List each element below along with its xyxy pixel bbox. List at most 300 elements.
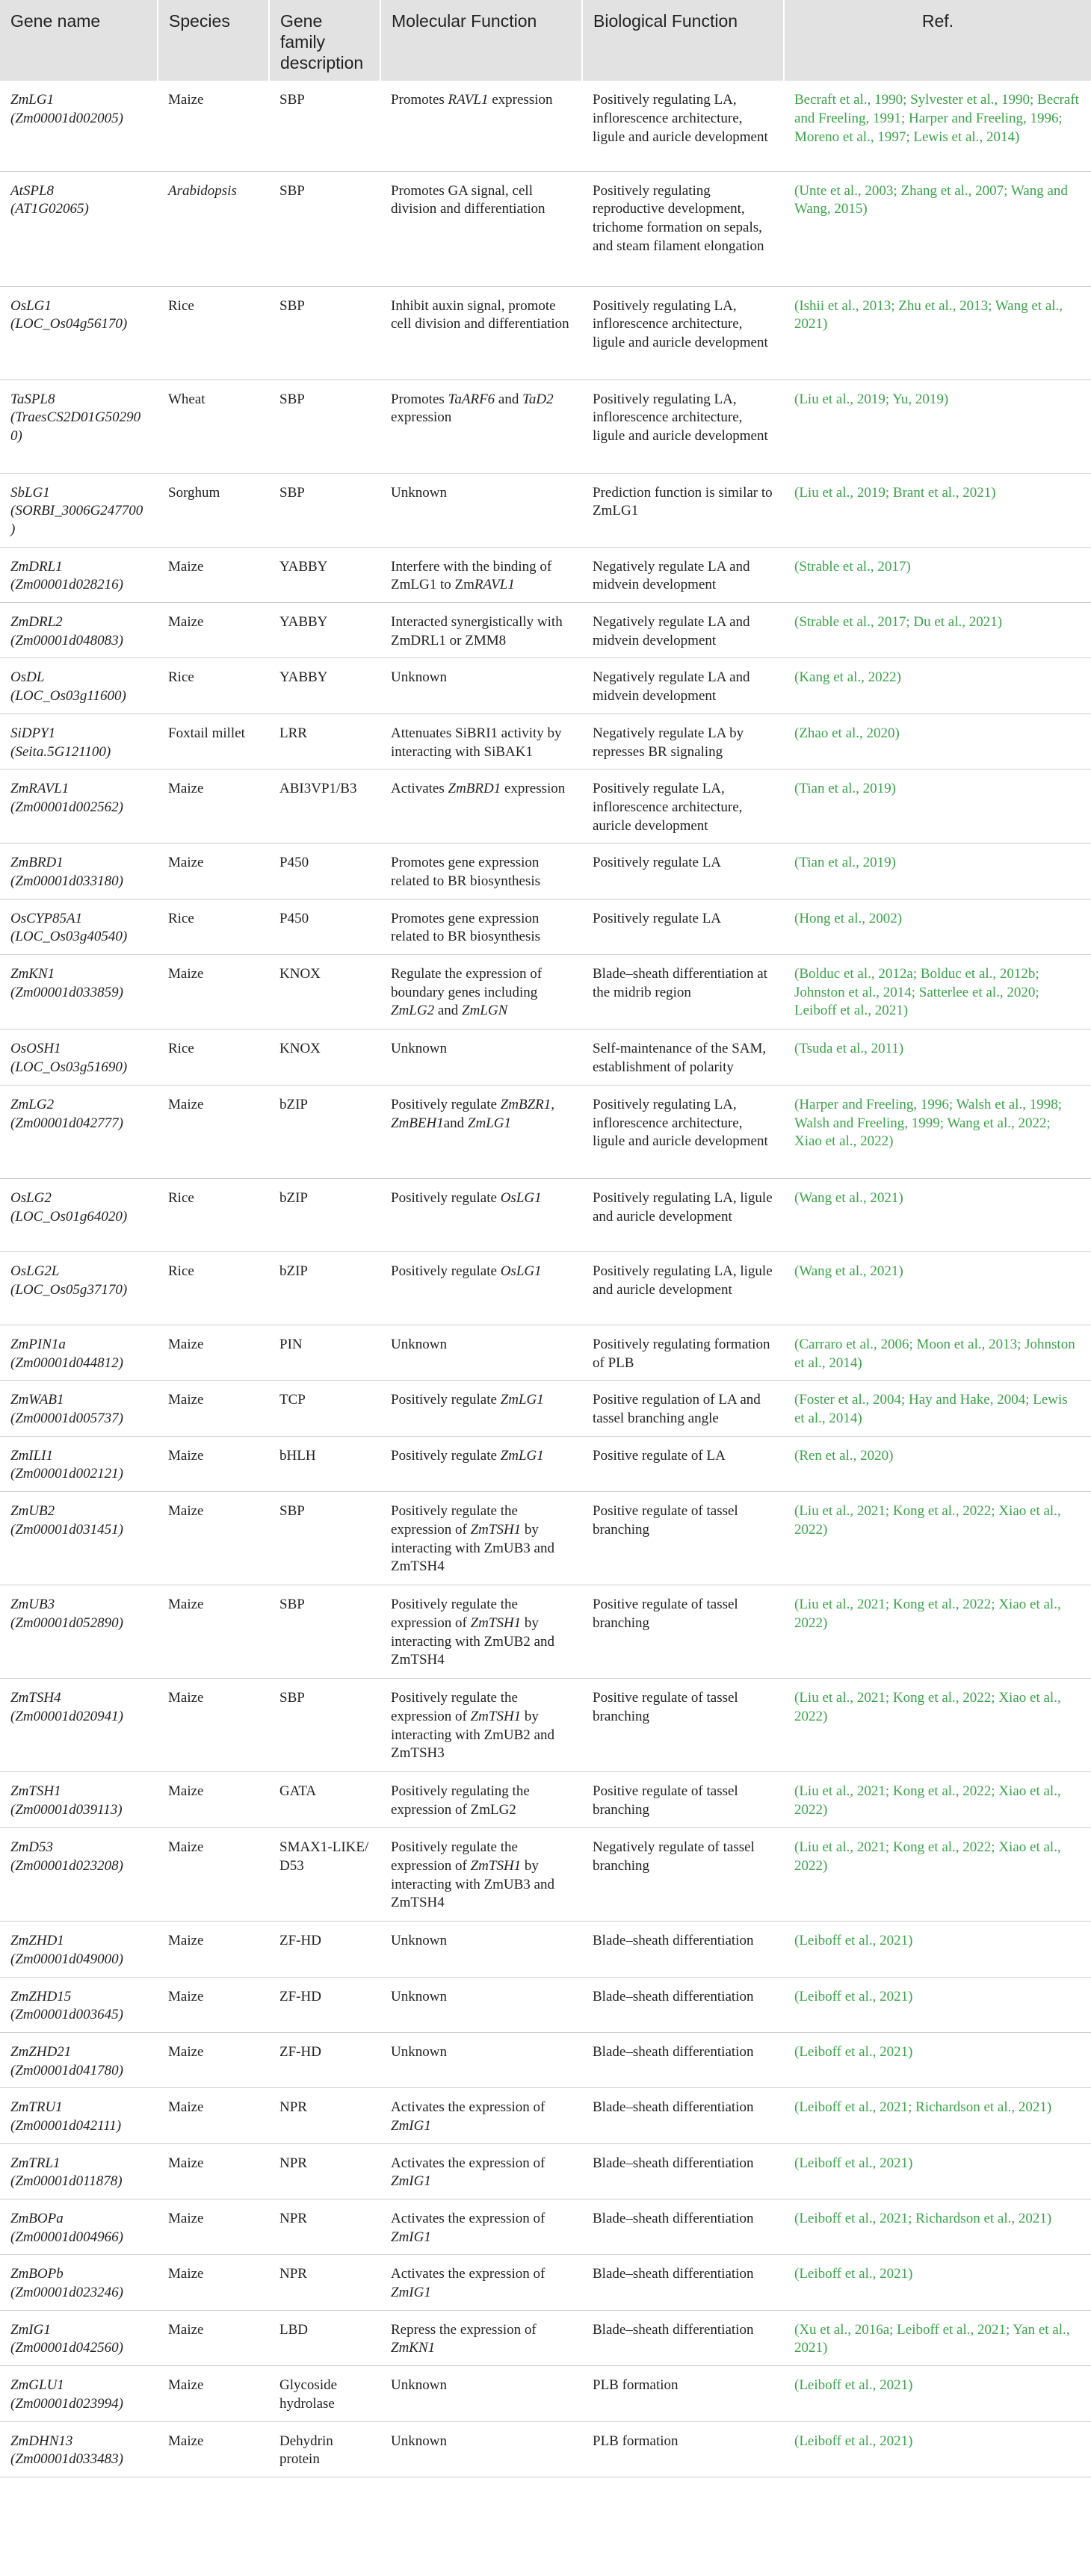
gene-symbol: ZmRAVL1 bbox=[10, 781, 69, 797]
cell-biological-function: Positively regulating LA, inflorescence architecture, ligule and auricle development bbox=[582, 286, 784, 380]
cell-reference-links[interactable]: (Tian et al., 2019) bbox=[784, 770, 1091, 843]
mf-text: ZmLG1 bbox=[467, 1115, 511, 1131]
cell-species: Rice bbox=[158, 1179, 269, 1252]
table-row bbox=[0, 1679, 1091, 1772]
cell-reference-links[interactable]: (Leiboff et al., 2021) bbox=[784, 1922, 1091, 1977]
cell-reference-links[interactable]: (Harper and Freeling, 1996; Walsh et al., 1998; Walsh and Freeling, 1999; Wang et al., 2022; Xiao et al., 2022) bbox=[784, 1086, 1091, 1179]
cell-reference-links[interactable]: (Leiboff et al., 2021) bbox=[784, 2143, 1091, 2199]
gene-id: (Zm00001d033483) bbox=[10, 2451, 123, 2468]
cell-biological-function: Negatively regulate of tassel branching bbox=[582, 1828, 784, 1922]
mf-text: Activates the expression of bbox=[391, 2266, 546, 2282]
gene-id: (AT1G02065) bbox=[10, 201, 89, 217]
cell-gene-name bbox=[0, 843, 158, 899]
table-row bbox=[0, 171, 1091, 286]
cell-molecular-function bbox=[380, 171, 582, 286]
cell-species: Maize bbox=[158, 2255, 269, 2310]
mf-text: Promotes gene expression related to BR biosynthesis bbox=[391, 855, 541, 889]
mf-text: RAVL1 bbox=[448, 92, 489, 108]
table-row bbox=[0, 2255, 1091, 2310]
cell-species: Maize bbox=[158, 1086, 269, 1179]
mf-text: Promotes gene expression related to BR biosynthesis bbox=[391, 910, 541, 945]
cell-molecular-function bbox=[380, 547, 582, 602]
cell-gene-name bbox=[0, 286, 158, 380]
cell-species: Maize bbox=[158, 2143, 269, 2199]
table-row bbox=[0, 1179, 1091, 1252]
cell-reference-links[interactable]: (Leiboff et al., 2021; Richardson et al., 2021) bbox=[784, 2088, 1091, 2143]
mf-text: Repress the expression of bbox=[391, 2321, 537, 2338]
mf-text: Activates the expression of bbox=[391, 2099, 546, 2116]
table-row bbox=[0, 1977, 1091, 2032]
gene-symbol: ZmTRL1 bbox=[10, 2155, 61, 2171]
table-row bbox=[0, 1381, 1091, 1436]
cell-gene-family: ABI3VP1/B3 bbox=[269, 770, 380, 843]
table-row bbox=[0, 547, 1091, 602]
gene-id: (Zm00001d039113) bbox=[10, 1801, 123, 1818]
table-row bbox=[0, 713, 1091, 769]
cell-molecular-function bbox=[380, 2032, 582, 2087]
cell-reference-links[interactable]: (Leiboff et al., 2021) bbox=[784, 2255, 1091, 2310]
cell-biological-function: Negatively regulate LA and midvein development bbox=[582, 603, 784, 658]
gene-symbol: ZmKN1 bbox=[10, 966, 55, 982]
cell-biological-function: Positively regulating LA, ligule and auricle development bbox=[582, 1252, 784, 1325]
gene-id: (Zm00001d049000) bbox=[10, 1951, 123, 1967]
cell-gene-name bbox=[0, 2310, 158, 2365]
cell-gene-name bbox=[0, 713, 158, 769]
gene-symbol: ZmUB3 bbox=[10, 1597, 55, 1613]
cell-biological-function: Negatively regulate LA and midvein development bbox=[582, 658, 784, 713]
cell-molecular-function bbox=[380, 1325, 582, 1381]
cell-gene-family: GATA bbox=[269, 1772, 380, 1828]
mf-text: TaD2 bbox=[522, 391, 554, 407]
cell-species: Maize bbox=[158, 1381, 269, 1436]
cell-biological-function: Blade–sheath differentiation bbox=[582, 2143, 784, 2199]
cell-biological-function: Blade–sheath differentiation at the midrib region bbox=[582, 955, 784, 1030]
cell-biological-function: Negatively regulate LA by represses BR signaling bbox=[582, 713, 784, 769]
cell-species: Maize bbox=[158, 2032, 269, 2087]
mf-text: Positively regulate the expression of bbox=[391, 1503, 518, 1538]
cell-gene-family: SBP bbox=[269, 473, 380, 547]
mf-text: Promotes GA signal, cell division and differentiation bbox=[391, 182, 546, 217]
gene-symbol: ZmLG2 bbox=[10, 1097, 55, 1113]
cell-biological-function: Positive regulate of tassel branching bbox=[582, 1492, 784, 1585]
header-gene-family: Gene family description bbox=[269, 0, 380, 81]
gene-symbol: ZmTRU1 bbox=[10, 2099, 63, 2116]
cell-biological-function: Positively regulate LA, inflorescence architecture, auricle development bbox=[582, 770, 784, 843]
cell-gene-name bbox=[0, 1922, 158, 1977]
table-row bbox=[0, 1086, 1091, 1179]
mf-text: Unknown bbox=[391, 2433, 447, 2449]
cell-molecular-function bbox=[380, 1679, 582, 1772]
table-row bbox=[0, 2421, 1091, 2477]
cell-gene-name bbox=[0, 2421, 158, 2477]
gene-symbol: ZmZHD21 bbox=[10, 2043, 72, 2060]
table-row bbox=[0, 843, 1091, 899]
cell-species: Maize bbox=[158, 1679, 269, 1772]
cell-reference-links[interactable]: (Zhao et al., 2020) bbox=[784, 713, 1091, 769]
cell-gene-family: SBP bbox=[269, 380, 380, 473]
cell-reference-links[interactable]: (Liu et al., 2019; Brant et al., 2021) bbox=[784, 473, 1091, 547]
table-row bbox=[0, 2032, 1091, 2087]
cell-biological-function: Positively regulating LA, inflorescence architecture, ligule and auricle development bbox=[582, 1086, 784, 1179]
mf-text: by interacting with ZmUB3 and ZmTSH4 bbox=[391, 1521, 554, 1575]
gene-symbol: OsLG1 bbox=[10, 297, 52, 314]
cell-gene-name bbox=[0, 1252, 158, 1325]
cell-biological-function: Positive regulate of LA bbox=[582, 1436, 784, 1491]
gene-id: (Zm00001d011878) bbox=[10, 2173, 123, 2190]
table-row bbox=[0, 2088, 1091, 2143]
gene-id: (Zm00001d042777) bbox=[10, 1115, 123, 1131]
cell-biological-function: Positive regulation of LA and tassel branching angle bbox=[582, 1381, 784, 1436]
cell-biological-function: Positively regulate LA bbox=[582, 843, 784, 899]
cell-molecular-function bbox=[380, 380, 582, 473]
gene-id: (LOC_Os03g51690) bbox=[10, 1059, 128, 1075]
cell-molecular-function bbox=[380, 603, 582, 658]
gene-symbol: ZmTSH4 bbox=[10, 1690, 61, 1706]
cell-reference-links[interactable]: (Liu et al., 2021; Kong et al., 2022; Xiao et al., 2022) bbox=[784, 1828, 1091, 1922]
cell-reference-links[interactable]: (Carraro et al., 2006; Moon et al., 2013; Johnston et al., 2014) bbox=[784, 1325, 1091, 1381]
cell-species: Sorghum bbox=[158, 473, 269, 547]
cell-biological-function: PLB formation bbox=[582, 2421, 784, 2477]
cell-species: Maize bbox=[158, 1492, 269, 1585]
mf-text: Inhibit auxin signal, promote cell division and differentiation bbox=[391, 297, 569, 332]
cell-gene-family: bHLH bbox=[269, 1436, 380, 1491]
cell-gene-family: SBP bbox=[269, 171, 380, 286]
table-row bbox=[0, 1030, 1091, 1086]
cell-gene-name bbox=[0, 1772, 158, 1828]
table-row bbox=[0, 1325, 1091, 1381]
cell-gene-family: bZIP bbox=[269, 1252, 380, 1325]
cell-reference-links[interactable]: (Leiboff et al., 2021) bbox=[784, 2421, 1091, 2477]
cell-biological-function: Positive regulate of tassel branching bbox=[582, 1585, 784, 1679]
cell-gene-family: NPR bbox=[269, 2143, 380, 2199]
cell-species: Maize bbox=[158, 1585, 269, 1679]
cell-molecular-function bbox=[380, 1381, 582, 1436]
cell-gene-name bbox=[0, 1086, 158, 1179]
gene-id: (Zm00001d003645) bbox=[10, 2007, 123, 2023]
gene-id: (Zm00001d033859) bbox=[10, 984, 123, 1000]
mf-text: Promotes bbox=[391, 391, 448, 407]
cell-molecular-function bbox=[380, 955, 582, 1030]
cell-species: Maize bbox=[158, 81, 269, 171]
cell-reference-links[interactable]: (Leiboff et al., 2021) bbox=[784, 2032, 1091, 2087]
mf-text: Unknown bbox=[391, 2377, 447, 2394]
cell-molecular-function bbox=[380, 1179, 582, 1252]
cell-species: Maize bbox=[158, 770, 269, 843]
cell-species: Maize bbox=[158, 955, 269, 1030]
gene-id: (Seita.5G121100) bbox=[10, 743, 111, 760]
cell-species: Maize bbox=[158, 2088, 269, 2143]
cell-gene-family: YABBY bbox=[269, 658, 380, 713]
gene-symbol: ZmD53 bbox=[10, 1839, 54, 1856]
cell-biological-function: Self-maintenance of the SAM, establishment of polarity bbox=[582, 1030, 784, 1086]
mf-text: Positively regulating the expression of ZmLG2 bbox=[391, 1783, 530, 1818]
cell-gene-name bbox=[0, 1828, 158, 1922]
mf-text: ZmLG1 bbox=[500, 1447, 544, 1464]
cell-gene-family: YABBY bbox=[269, 603, 380, 658]
cell-reference-links[interactable]: (Foster et al., 2004; Hay and Hake, 2004; Lewis et al., 2014) bbox=[784, 1381, 1091, 1436]
cell-molecular-function bbox=[380, 2255, 582, 2310]
gene-symbol: ZmDHN13 bbox=[10, 2433, 73, 2449]
mf-text: OsLG1 bbox=[500, 1263, 542, 1280]
mf-text: Unknown bbox=[391, 1988, 447, 2004]
mf-text: ZmIG1 bbox=[391, 2173, 431, 2190]
mf-text: expression bbox=[488, 92, 553, 108]
cell-gene-name bbox=[0, 2032, 158, 2087]
gene-symbol: ZmGLU1 bbox=[10, 2377, 64, 2394]
cell-gene-name bbox=[0, 380, 158, 473]
cell-gene-name bbox=[0, 171, 158, 286]
cell-gene-family: KNOX bbox=[269, 955, 380, 1030]
gene-id: (TraesCS2D01G502900) bbox=[10, 409, 141, 445]
cell-reference-links[interactable]: (Xu et al., 2016a; Leiboff et al., 2021; Yan et al., 2021) bbox=[784, 2310, 1091, 2365]
cell-reference-links[interactable]: (Liu et al., 2021; Kong et al., 2022; Xiao et al., 2022) bbox=[784, 1492, 1091, 1585]
cell-gene-family: Glycoside hydrolase bbox=[269, 2366, 380, 2421]
cell-biological-function: Blade–sheath differentiation bbox=[582, 2310, 784, 2365]
table-body bbox=[0, 81, 1091, 2477]
gene-symbol: SiDPY1 bbox=[10, 725, 56, 741]
cell-biological-function: Positive regulate of tassel branching bbox=[582, 1772, 784, 1828]
gene-symbol: OsCYP85A1 bbox=[10, 910, 83, 926]
cell-reference-links[interactable]: (Liu et al., 2019; Yu, 2019) bbox=[784, 380, 1091, 473]
gene-id: (Zm00001d002005) bbox=[10, 110, 123, 126]
cell-reference-links[interactable]: (Strable et al., 2017) bbox=[784, 547, 1091, 602]
cell-molecular-function bbox=[380, 81, 582, 171]
table-row bbox=[0, 2143, 1091, 2199]
cell-gene-name bbox=[0, 1436, 158, 1491]
cell-biological-function: Negatively regulate LA and midvein development bbox=[582, 547, 784, 602]
cell-gene-name bbox=[0, 1977, 158, 2032]
gene-id: (Zm00001d023208) bbox=[10, 1857, 123, 1874]
table-row bbox=[0, 81, 1091, 171]
mf-text: Activates the expression of bbox=[391, 2155, 546, 2171]
table-row bbox=[0, 2310, 1091, 2365]
mf-text: ZmLGN bbox=[462, 1003, 508, 1019]
gene-id: (Zm00001d023246) bbox=[10, 2285, 123, 2301]
cell-reference-links[interactable]: Becraft et al., 1990; Sylvester et al., 1990; Becraft and Freeling, 1991; Harper and Freeling, 1996; Moreno et al., 1997; Lewis et al., 2014) bbox=[784, 81, 1091, 171]
gene-id: (LOC_Os03g40540) bbox=[10, 929, 128, 945]
header-row bbox=[0, 0, 1091, 81]
gene-id: (Zm00001d033180) bbox=[10, 873, 123, 889]
cell-gene-family: P450 bbox=[269, 843, 380, 899]
gene-id: (Zm00001d042111) bbox=[10, 2117, 122, 2134]
cell-gene-name bbox=[0, 1381, 158, 1436]
cell-molecular-function bbox=[380, 1922, 582, 1977]
cell-gene-name bbox=[0, 2255, 158, 2310]
cell-biological-function: Positively regulating LA, inflorescence architecture, ligule and auricle development bbox=[582, 81, 784, 171]
table-row bbox=[0, 899, 1091, 954]
cell-gene-name bbox=[0, 658, 158, 713]
table-row bbox=[0, 1492, 1091, 1585]
gene-symbol: ZmBOPa bbox=[10, 2211, 64, 2227]
gene-id: (SORBI_3006G247700) bbox=[10, 503, 143, 538]
mf-text: and bbox=[495, 391, 523, 407]
cell-reference-links[interactable]: (Leiboff et al., 2021) bbox=[784, 1977, 1091, 2032]
cell-reference-links[interactable]: (Strable et al., 2017; Du et al., 2021) bbox=[784, 603, 1091, 658]
gene-id: (Zm00001d041780) bbox=[10, 2062, 123, 2078]
table-row bbox=[0, 955, 1091, 1030]
cell-gene-family: Dehydrin protein bbox=[269, 2421, 380, 2477]
mf-text: Positively regulate the expression of bbox=[391, 1839, 518, 1874]
gene-symbol: OsLG2 bbox=[10, 1190, 52, 1207]
cell-gene-family: SBP bbox=[269, 1585, 380, 1679]
cell-gene-name bbox=[0, 1585, 158, 1679]
mf-text: ZmTSH1 bbox=[470, 1708, 522, 1724]
cell-reference-links[interactable]: (Ishii et al., 2013; Zhu et al., 2013; Wang et al., 2021) bbox=[784, 286, 1091, 380]
cell-species: Foxtail millet bbox=[158, 713, 269, 769]
mf-text: TaARF6 bbox=[448, 391, 495, 407]
cell-species: Rice bbox=[158, 658, 269, 713]
mf-text: Activates the expression of bbox=[391, 2211, 546, 2227]
cell-species: Arabidopsis bbox=[158, 171, 269, 286]
cell-gene-name bbox=[0, 1325, 158, 1381]
header-species: Species bbox=[158, 0, 269, 81]
cell-reference-links[interactable]: (Tian et al., 2019) bbox=[784, 843, 1091, 899]
gene-id: (Zm00001d048083) bbox=[10, 632, 123, 648]
mf-text: Activates bbox=[391, 781, 448, 797]
gene-symbol: ZmTSH1 bbox=[10, 1783, 61, 1800]
cell-molecular-function bbox=[380, 2366, 582, 2421]
mf-text: Unknown bbox=[391, 1337, 447, 1353]
mf-text: by interacting with ZmUB3 and ZmTSH4 bbox=[391, 1857, 554, 1911]
cell-gene-name bbox=[0, 81, 158, 171]
cell-reference-links[interactable]: (Liu et al., 2021; Kong et al., 2022; Xiao et al., 2022) bbox=[784, 1585, 1091, 1679]
cell-biological-function: Positively regulating LA, inflorescence architecture, ligule and auricle development bbox=[582, 380, 784, 473]
cell-species: Maize bbox=[158, 547, 269, 602]
mf-text: Regulate the expression of boundary genes including bbox=[391, 966, 543, 1000]
mf-text: ZmBEH1 bbox=[391, 1115, 444, 1131]
mf-text: by interacting with ZmUB2 and ZmTSH3 bbox=[391, 1708, 554, 1762]
mf-text: ZmLG2 bbox=[391, 1003, 435, 1019]
cell-gene-name bbox=[0, 1030, 158, 1086]
cell-species: Maize bbox=[158, 2421, 269, 2477]
cell-gene-name bbox=[0, 955, 158, 1030]
cell-reference-links[interactable]: (Wang et al., 2021) bbox=[784, 1179, 1091, 1252]
gene-symbol: TaSPL8 bbox=[10, 391, 55, 407]
table-row bbox=[0, 1252, 1091, 1325]
cell-species: Maize bbox=[158, 603, 269, 658]
gene-symbol: ZmIG1 bbox=[10, 2321, 51, 2338]
cell-gene-family: YABBY bbox=[269, 547, 380, 602]
cell-species: Rice bbox=[158, 286, 269, 380]
cell-gene-name bbox=[0, 547, 158, 602]
mf-text: Unknown bbox=[391, 1933, 447, 1949]
table-header bbox=[0, 0, 1091, 81]
cell-species: Maize bbox=[158, 843, 269, 899]
mf-text: Positively regulate bbox=[391, 1190, 501, 1207]
gene-symbol: ZmZHD15 bbox=[10, 1988, 72, 2004]
cell-species: Maize bbox=[158, 2366, 269, 2421]
cell-gene-family: SBP bbox=[269, 1492, 380, 1585]
mf-text: RAVL1 bbox=[474, 577, 515, 593]
mf-text: Positively regulate bbox=[391, 1392, 501, 1408]
cell-biological-function: Blade–sheath differentiation bbox=[582, 1977, 784, 2032]
mf-text: Positively regulate the expression of bbox=[391, 1597, 518, 1631]
cell-reference-links[interactable]: (Wang et al., 2021) bbox=[784, 1252, 1091, 1325]
cell-reference-links[interactable]: (Ren et al., 2020) bbox=[784, 1436, 1091, 1491]
table-row bbox=[0, 286, 1091, 380]
cell-reference-links[interactable]: (Tsuda et al., 2011) bbox=[784, 1030, 1091, 1086]
mf-text: ZmBRD1 bbox=[448, 781, 501, 797]
table-row bbox=[0, 1772, 1091, 1828]
cell-biological-function: Positively regulate LA bbox=[582, 899, 784, 954]
cell-reference-links[interactable]: (Bolduc et al., 2012a; Bolduc et al., 2012b; Johnston et al., 2014; Satterlee et al., 2020; Leiboff et al., 2021) bbox=[784, 955, 1091, 1030]
cell-reference-links[interactable]: (Liu et al., 2021; Kong et al., 2022; Xiao et al., 2022) bbox=[784, 1679, 1091, 1772]
table-row bbox=[0, 603, 1091, 658]
cell-biological-function: PLB formation bbox=[582, 2366, 784, 2421]
gene-symbol: ZmBOPb bbox=[10, 2266, 64, 2282]
gene-symbol: ZmUB2 bbox=[10, 1503, 55, 1520]
mf-text: ZmLG1 bbox=[500, 1392, 544, 1408]
gene-symbol: ZmILI1 bbox=[10, 1447, 54, 1464]
gene-id: (Zm00001d052890) bbox=[10, 1614, 123, 1631]
cell-reference-links[interactable]: (Kang et al., 2022) bbox=[784, 658, 1091, 713]
cell-molecular-function bbox=[380, 2199, 582, 2255]
table-row bbox=[0, 380, 1091, 473]
mf-text: Unknown bbox=[391, 669, 447, 686]
mf-text: Unknown bbox=[391, 484, 447, 501]
cell-gene-family: SBP bbox=[269, 286, 380, 380]
cell-reference-links[interactable]: (Unte et al., 2003; Zhang et al., 2007; Wang and Wang, 2015) bbox=[784, 171, 1091, 286]
mf-text: Unknown bbox=[391, 1041, 447, 1057]
mf-text: expression bbox=[391, 409, 452, 426]
gene-symbol: ZmWAB1 bbox=[10, 1392, 64, 1408]
mf-text: Attenuates SiBRI1 activity by interacting with SiBAK1 bbox=[391, 725, 562, 760]
cell-species: Rice bbox=[158, 1252, 269, 1325]
cell-molecular-function bbox=[380, 843, 582, 899]
mf-text: ZmTSH1 bbox=[470, 1614, 522, 1631]
mf-text: and bbox=[434, 1003, 463, 1019]
cell-molecular-function bbox=[380, 473, 582, 547]
gene-id: (Zm00001d002562) bbox=[10, 799, 123, 815]
table-row bbox=[0, 770, 1091, 843]
mf-text: Positively regulate the expression of bbox=[391, 1690, 518, 1724]
cell-biological-function: Positively regulating LA, ligule and auricle development bbox=[582, 1179, 784, 1252]
cell-gene-family: bZIP bbox=[269, 1179, 380, 1252]
cell-molecular-function bbox=[380, 1772, 582, 1828]
cell-gene-name bbox=[0, 770, 158, 843]
cell-molecular-function bbox=[380, 1977, 582, 2032]
mf-text: Positively regulate bbox=[391, 1097, 501, 1113]
cell-gene-family: NPR bbox=[269, 2199, 380, 2255]
cell-reference-links[interactable]: (Liu et al., 2021; Kong et al., 2022; Xiao et al., 2022) bbox=[784, 1772, 1091, 1828]
cell-reference-links[interactable]: (Hong et al., 2002) bbox=[784, 899, 1091, 954]
mf-text: Promotes bbox=[391, 92, 448, 108]
gene-symbol: OsOSH1 bbox=[10, 1041, 61, 1057]
gene-id: (LOC_Os04g56170) bbox=[10, 316, 128, 332]
mf-text: ZmTSH1 bbox=[470, 1857, 522, 1874]
cell-species: Maize bbox=[158, 1436, 269, 1491]
cell-species: Maize bbox=[158, 2199, 269, 2255]
cell-gene-name bbox=[0, 2143, 158, 2199]
mf-text: ZmIG1 bbox=[391, 2285, 431, 2301]
cell-biological-function: Prediction function is similar to ZmLG1 bbox=[582, 473, 784, 547]
cell-reference-links[interactable]: (Leiboff et al., 2021) bbox=[784, 2366, 1091, 2421]
cell-gene-family: bZIP bbox=[269, 1086, 380, 1179]
cell-molecular-function bbox=[380, 1828, 582, 1922]
cell-molecular-function bbox=[380, 2421, 582, 2477]
table-row bbox=[0, 1828, 1091, 1922]
mf-text: OsLG1 bbox=[500, 1190, 542, 1207]
cell-molecular-function bbox=[380, 1436, 582, 1491]
cell-reference-links[interactable]: (Leiboff et al., 2021; Richardson et al., 2021) bbox=[784, 2199, 1091, 2255]
table-row bbox=[0, 1585, 1091, 1679]
gene-symbol: OsLG2L bbox=[10, 1263, 60, 1280]
cell-gene-name bbox=[0, 603, 158, 658]
gene-symbol: SbLG1 bbox=[10, 484, 50, 501]
cell-gene-family: PIN bbox=[269, 1325, 380, 1381]
gene-id: (Zm00001d031451) bbox=[10, 1521, 123, 1538]
gene-symbol: ZmLG1 bbox=[10, 92, 55, 108]
